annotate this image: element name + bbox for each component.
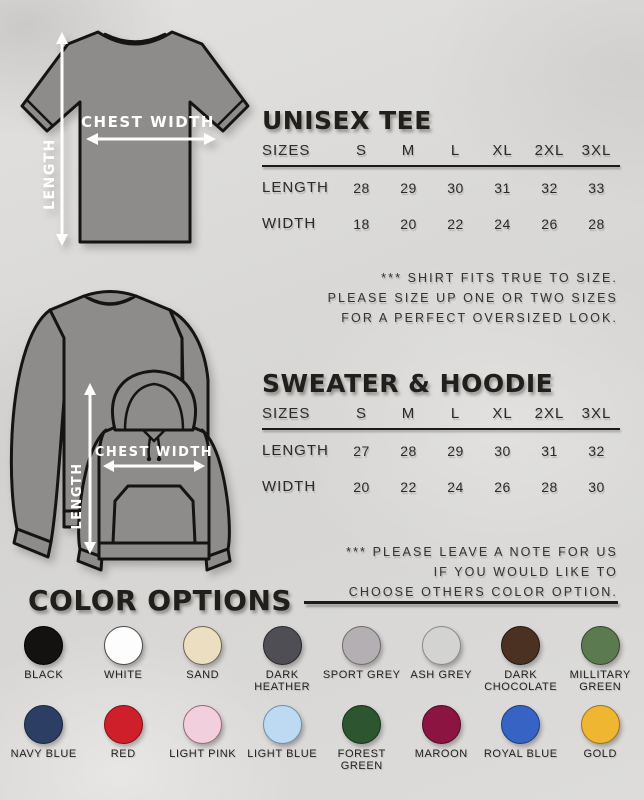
note-line: *** SHIRT FITS TRUE TO SIZE. bbox=[381, 271, 618, 285]
tee-header-sizes: SIZES bbox=[262, 142, 311, 160]
note-line: PLEASE SIZE UP ONE OR TWO SIZES bbox=[327, 291, 618, 305]
hoodie-cell: 24 bbox=[447, 479, 464, 496]
header-rule bbox=[304, 601, 618, 604]
swatch-label: DARK CHOCOLATE bbox=[484, 669, 558, 693]
color-swatch-dark-heather bbox=[243, 624, 323, 703]
tee-cell: 26 bbox=[541, 216, 558, 233]
swatch-label: RED bbox=[110, 748, 136, 760]
swatch-label: SAND bbox=[186, 669, 220, 681]
unisex-tee-size-table bbox=[262, 142, 618, 239]
hoodie-cell: 31 bbox=[541, 443, 558, 460]
tee-chest-width-arrow bbox=[81, 113, 216, 145]
tee-cell: 28 bbox=[353, 180, 370, 197]
hoodie-size-col: 3XL bbox=[581, 405, 612, 423]
tee-cell: 29 bbox=[400, 180, 417, 197]
tee-size-col: M bbox=[401, 142, 416, 160]
swatch-label: LIGHT BLUE bbox=[247, 748, 318, 760]
swatch-label: LIGHT PINK bbox=[169, 748, 237, 760]
maroon-swatch-circle bbox=[422, 705, 461, 744]
swatch-label: ASH GREY bbox=[410, 669, 473, 681]
sport-grey-swatch-circle bbox=[342, 626, 381, 665]
note-line: CHOOSE OTHERS COLOR OPTION. bbox=[348, 585, 618, 599]
hoodie-cell: 26 bbox=[494, 479, 511, 496]
hoodie-cell: 30 bbox=[494, 443, 511, 460]
tee-fit-note bbox=[328, 268, 618, 328]
tee-cell: 32 bbox=[541, 180, 558, 197]
color-swatch-navy-blue bbox=[4, 703, 84, 782]
color-swatch-ash-grey bbox=[402, 624, 482, 703]
tee-size-col: 2XL bbox=[534, 142, 565, 160]
tee-cell: 20 bbox=[400, 216, 417, 233]
swatch-label: ROYAL BLUE bbox=[483, 748, 558, 760]
hoodie-chest-width-label: CHEST WIDTH bbox=[94, 445, 214, 460]
unisex-tee-title: UNISEX TEE bbox=[262, 106, 432, 135]
tee-cell: 22 bbox=[447, 216, 464, 233]
tee-cell: 33 bbox=[588, 180, 605, 197]
royal-blue-swatch-circle bbox=[501, 705, 540, 744]
color-swatch-red bbox=[84, 703, 164, 782]
dark-heather-swatch-circle bbox=[263, 626, 302, 665]
swatch-label: FOREST GREEN bbox=[337, 748, 386, 772]
dark-chocolate-swatch-circle bbox=[501, 626, 540, 665]
tee-size-col: XL bbox=[492, 142, 513, 160]
swatch-label: SPORT GREY bbox=[322, 669, 401, 681]
tee-size-col: 3XL bbox=[581, 142, 612, 160]
hoodie-size-col: 2XL bbox=[534, 405, 565, 423]
tee-cell: 31 bbox=[494, 180, 511, 197]
red-swatch-circle bbox=[104, 705, 143, 744]
hoodie-size-col: L bbox=[450, 405, 461, 423]
color-swatch-black bbox=[4, 624, 84, 703]
tee-cell: 30 bbox=[447, 180, 464, 197]
tee-size-col: S bbox=[355, 142, 367, 160]
hoodie-cell: 30 bbox=[588, 479, 605, 496]
hoodie-cell: 28 bbox=[400, 443, 417, 460]
note-line: FOR A PERFECT OVERSIZED LOOK. bbox=[341, 311, 618, 325]
forest-green-swatch-circle bbox=[342, 705, 381, 744]
hoodie-row-label: WIDTH bbox=[262, 478, 317, 496]
millitary-green-swatch-circle bbox=[581, 626, 620, 665]
color-swatch-dark-chocolate bbox=[481, 624, 561, 703]
hoodie-header-sizes: SIZES bbox=[262, 405, 311, 423]
hoodie-cell: 22 bbox=[400, 479, 417, 496]
swatch-label: WHITE bbox=[104, 669, 143, 681]
hoodie-size-col: M bbox=[401, 405, 416, 423]
swatch-label: NAVY BLUE bbox=[10, 748, 77, 760]
ash-grey-swatch-circle bbox=[422, 626, 461, 665]
color-swatch-light-pink bbox=[163, 703, 243, 782]
sweater-hoodie-title: SWEATER & HOODIE bbox=[262, 369, 554, 398]
table-divider bbox=[262, 428, 620, 430]
navy-blue-swatch-circle bbox=[24, 705, 63, 744]
hoodie-size-col: S bbox=[355, 405, 367, 423]
swatch-label: GOLD bbox=[583, 748, 618, 760]
swatch-label: MAROON bbox=[414, 748, 468, 760]
tee-length-label: LENGTH bbox=[42, 138, 58, 210]
color-swatch-gold bbox=[561, 703, 641, 782]
sweater-hoodie-section bbox=[262, 371, 618, 502]
color-options-title: COLOR OPTIONS bbox=[28, 584, 293, 617]
note-line: *** PLEASE LEAVE A NOTE FOR US bbox=[346, 545, 618, 559]
unisex-tee-section bbox=[262, 108, 618, 239]
white-swatch-circle bbox=[104, 626, 143, 665]
swatch-label: BLACK bbox=[24, 669, 64, 681]
sweater-hoodie-diagram bbox=[2, 280, 262, 572]
color-swatch-white bbox=[84, 624, 164, 703]
tee-cell: 24 bbox=[494, 216, 511, 233]
color-swatch-forest-green bbox=[322, 703, 402, 782]
hoodie-size-col: XL bbox=[492, 405, 513, 423]
tee-size-col: L bbox=[450, 142, 461, 160]
swatch-label: MILLITARY GREEN bbox=[569, 669, 631, 693]
tshirt-diagram bbox=[12, 6, 258, 248]
color-swatch-sport-grey bbox=[322, 624, 402, 703]
tee-cell: 18 bbox=[353, 216, 370, 233]
color-swatch-millitary-green bbox=[561, 624, 641, 703]
light-pink-swatch-circle bbox=[183, 705, 222, 744]
hoodie-cell: 28 bbox=[541, 479, 558, 496]
hoodie-length-label: LENGTH bbox=[70, 462, 85, 530]
hoodie-cell: 27 bbox=[353, 443, 370, 460]
tee-chest-width-label: CHEST WIDTH bbox=[81, 113, 215, 131]
color-swatch-grid bbox=[4, 624, 640, 782]
table-divider bbox=[262, 165, 620, 167]
hoodie-row-label: LENGTH bbox=[262, 442, 329, 460]
hoodie-cell: 20 bbox=[353, 479, 370, 496]
sand-swatch-circle bbox=[183, 626, 222, 665]
color-swatch-light-blue bbox=[243, 703, 323, 782]
color-swatch-royal-blue bbox=[481, 703, 561, 782]
gold-swatch-circle bbox=[581, 705, 620, 744]
note-line: IF YOU WOULD LIKE TO bbox=[433, 565, 618, 579]
swatch-label: DARK HEATHER bbox=[254, 669, 311, 693]
color-swatch-maroon bbox=[402, 703, 482, 782]
color-swatch-sand bbox=[163, 624, 243, 703]
sweater-hoodie-size-table bbox=[262, 405, 618, 502]
light-blue-swatch-circle bbox=[263, 705, 302, 744]
hoodie-cell: 32 bbox=[588, 443, 605, 460]
color-options-header bbox=[28, 586, 618, 615]
tee-row-label: WIDTH bbox=[262, 215, 317, 233]
tee-cell: 28 bbox=[588, 216, 605, 233]
hoodie-cell: 29 bbox=[447, 443, 464, 460]
black-swatch-circle bbox=[24, 626, 63, 665]
tee-row-label: LENGTH bbox=[262, 179, 329, 197]
